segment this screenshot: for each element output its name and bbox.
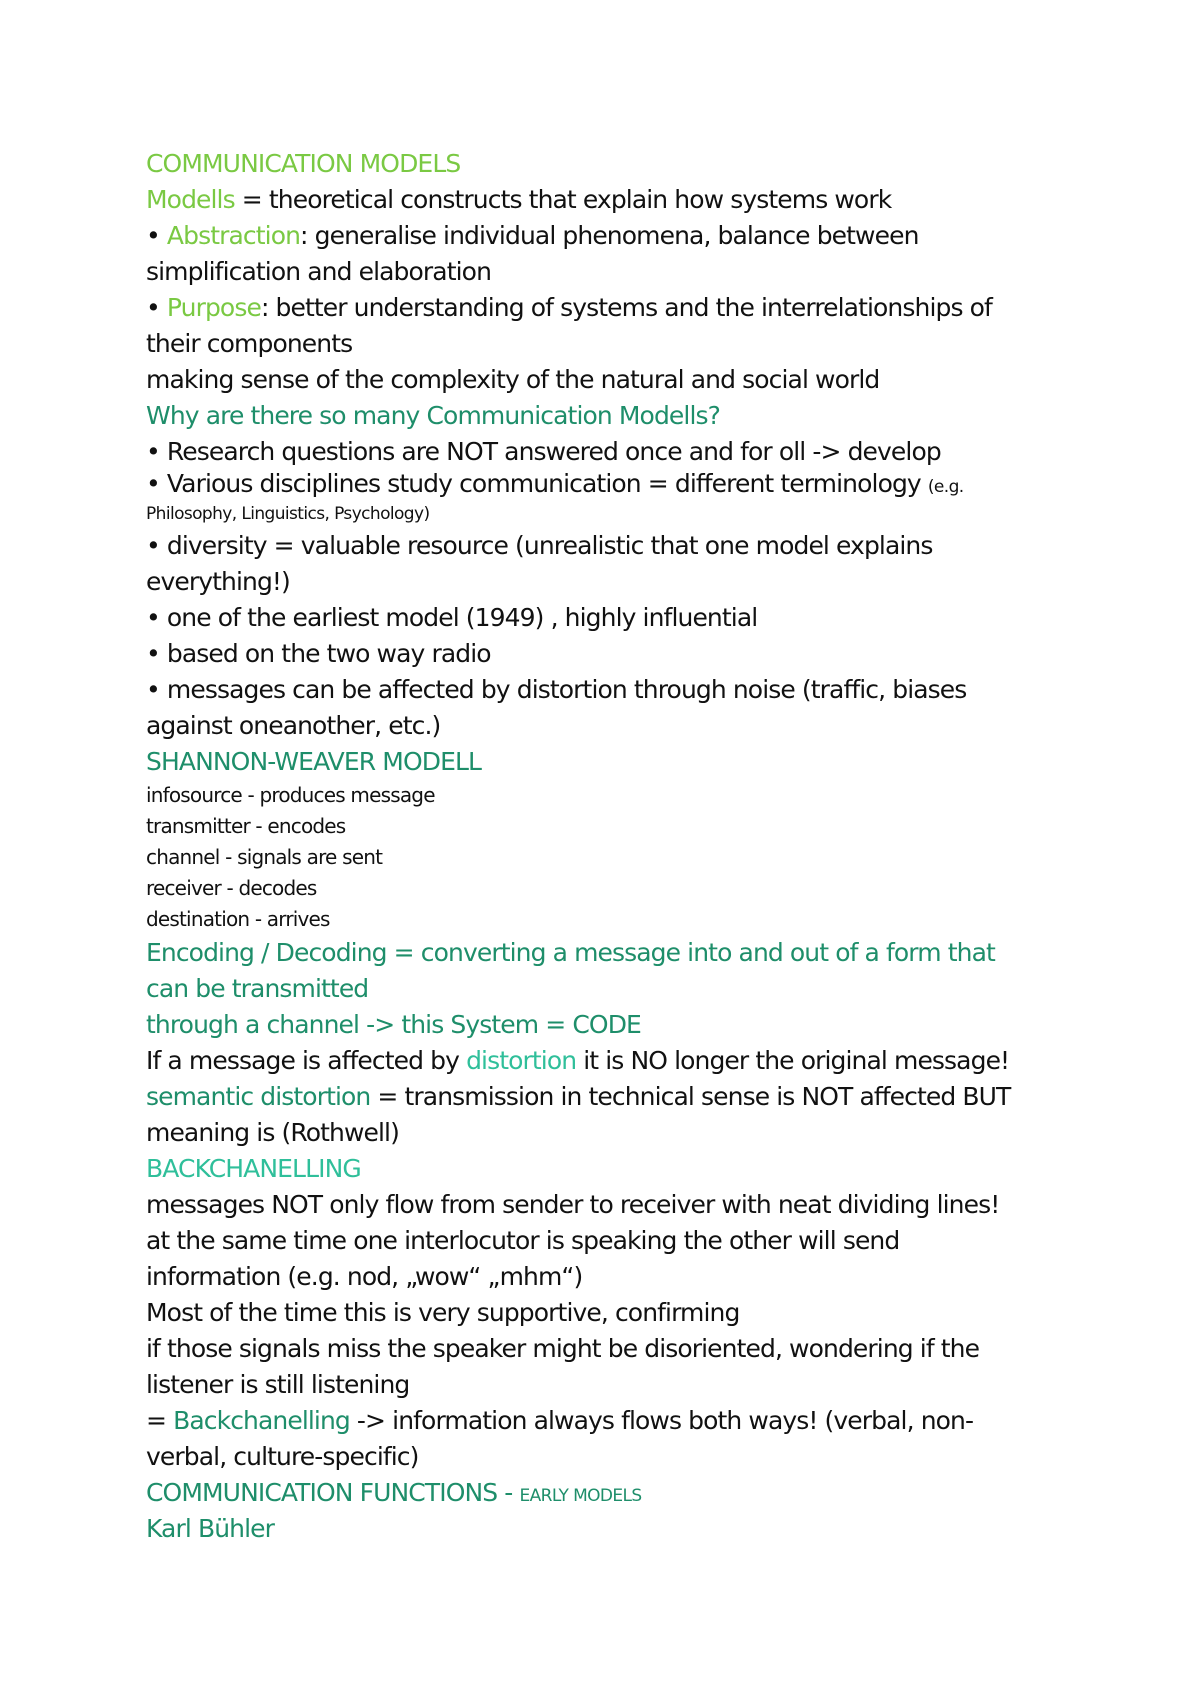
text-segment: infosource - produces message <box>146 783 435 807</box>
text-segment: (e.g. <box>927 477 964 497</box>
text-line <box>146 528 1076 564</box>
text-line <box>146 1295 1076 1331</box>
text-line <box>146 1079 1076 1115</box>
text-segment: receiver - decodes <box>146 876 317 900</box>
text-segment: • <box>146 293 167 322</box>
text-line <box>146 497 1076 528</box>
text-line <box>146 182 1076 218</box>
text-line <box>146 1187 1076 1223</box>
text-line <box>146 326 1076 362</box>
text-line <box>146 398 1076 434</box>
text-segment: destination - arrives <box>146 907 330 931</box>
text-segment: listener is still listening <box>146 1370 410 1399</box>
text-line <box>146 564 1076 600</box>
text-line <box>146 904 1076 935</box>
text-segment: Abstraction <box>166 221 301 250</box>
text-line <box>146 1331 1076 1367</box>
text-line <box>146 1511 1076 1547</box>
text-line <box>146 1475 1076 1511</box>
text-segment: Encoding / Decoding = converting a message into and out of a form that <box>146 938 995 967</box>
text-segment: if those signals miss the speaker might be disoriented, wondering if the <box>146 1334 980 1363</box>
text-line <box>146 254 1076 290</box>
text-segment: through a channel -> this System = CODE <box>146 1010 641 1039</box>
text-segment: against oneanother, etc.) <box>146 711 441 740</box>
text-line <box>146 362 1076 398</box>
text-line <box>146 146 1076 182</box>
text-segment: EARLY MODELS <box>519 1486 642 1506</box>
text-segment: meaning is (Rothwell) <box>146 1118 399 1147</box>
text-line <box>146 1151 1076 1187</box>
text-line <box>146 1043 1076 1079</box>
text-segment: SHANNON-WEAVER MODELL <box>146 747 482 776</box>
text-line <box>146 971 1076 1007</box>
text-segment: -> information always flows both ways! (verbal, non- <box>349 1406 974 1435</box>
text-segment: • messages can be affected by distortion through noise (traffic, biases <box>146 675 967 704</box>
text-segment: COMMUNICATION FUNCTIONS - <box>146 1478 520 1507</box>
text-segment: COMMUNICATION MODELS <box>146 149 461 178</box>
text-segment: = <box>146 1406 174 1435</box>
text-segment: BACKCHANELLING <box>146 1154 361 1183</box>
text-line <box>146 218 1076 254</box>
text-segment: • diversity = valuable resource (unrealistic that one model explains <box>146 531 933 560</box>
text-line <box>146 470 1076 497</box>
text-segment: If a message is affected by <box>146 1046 467 1075</box>
text-segment: Purpose <box>166 293 261 322</box>
text-segment: • based on the two way radio <box>146 639 491 668</box>
text-segment: channel - signals are sent <box>146 845 383 869</box>
text-line <box>146 600 1076 636</box>
text-segment: • Research questions are NOT answered once and for oll -> develop <box>146 437 941 466</box>
text-segment: Philosophy, Linguistics, Psychology) <box>146 504 430 524</box>
text-segment: their components <box>146 329 353 358</box>
text-line <box>146 290 1076 326</box>
text-segment: • <box>146 221 167 250</box>
text-line <box>146 1259 1076 1295</box>
text-segment: = theoretical constructs that explain how systems work <box>234 185 892 214</box>
text-line <box>146 672 1076 708</box>
text-line <box>146 780 1076 811</box>
text-segment: verbal, culture-specific) <box>146 1442 419 1471</box>
text-line <box>146 1223 1076 1259</box>
text-line <box>146 1007 1076 1043</box>
text-segment: making sense of the complexity of the natural and social world <box>146 365 880 394</box>
text-line <box>146 811 1076 842</box>
text-segment: it is NO longer the original message! <box>576 1046 1010 1075</box>
text-segment: : generalise individual phenomena, balance between <box>300 221 919 250</box>
text-segment: Most of the time this is very supportive, confirming <box>146 1298 740 1327</box>
text-line <box>146 935 1076 971</box>
text-segment: messages NOT only flow from sender to receiver with neat dividing lines! <box>146 1190 1000 1219</box>
text-line <box>146 842 1076 873</box>
text-segment: distortion <box>466 1046 577 1075</box>
text-line <box>146 873 1076 904</box>
text-segment: • Various disciplines study communication = different terminology <box>146 469 928 498</box>
text-segment: = transmission in technical sense is NOT affected BUT <box>370 1082 1011 1111</box>
text-segment: Modells <box>146 185 235 214</box>
text-line <box>146 1439 1076 1475</box>
text-segment: simplification and elaboration <box>146 257 492 286</box>
text-segment: Karl Bühler <box>146 1514 274 1543</box>
text-segment: Backchanelling <box>173 1406 350 1435</box>
text-line <box>146 744 1076 780</box>
text-line <box>146 1115 1076 1151</box>
text-segment: information (e.g. nod, „wow“ „mhm“) <box>146 1262 583 1291</box>
text-segment: : better understanding of systems and the interrelationships of <box>260 293 992 322</box>
text-segment: can be transmitted <box>146 974 369 1003</box>
text-segment: • one of the earliest model (1949) , highly influential <box>146 603 758 632</box>
text-line <box>146 1403 1076 1439</box>
text-line <box>146 636 1076 672</box>
text-segment: at the same time one interlocutor is speaking the other will send <box>146 1226 900 1255</box>
text-segment: everything!) <box>146 567 290 596</box>
text-segment: semantic distortion <box>146 1082 371 1111</box>
text-line <box>146 708 1076 744</box>
document-page <box>146 146 1076 1547</box>
text-line <box>146 1367 1076 1403</box>
text-segment: transmitter - encodes <box>146 814 346 838</box>
text-line <box>146 434 1076 470</box>
text-segment: Why are there so many Communication Modells? <box>146 401 720 430</box>
